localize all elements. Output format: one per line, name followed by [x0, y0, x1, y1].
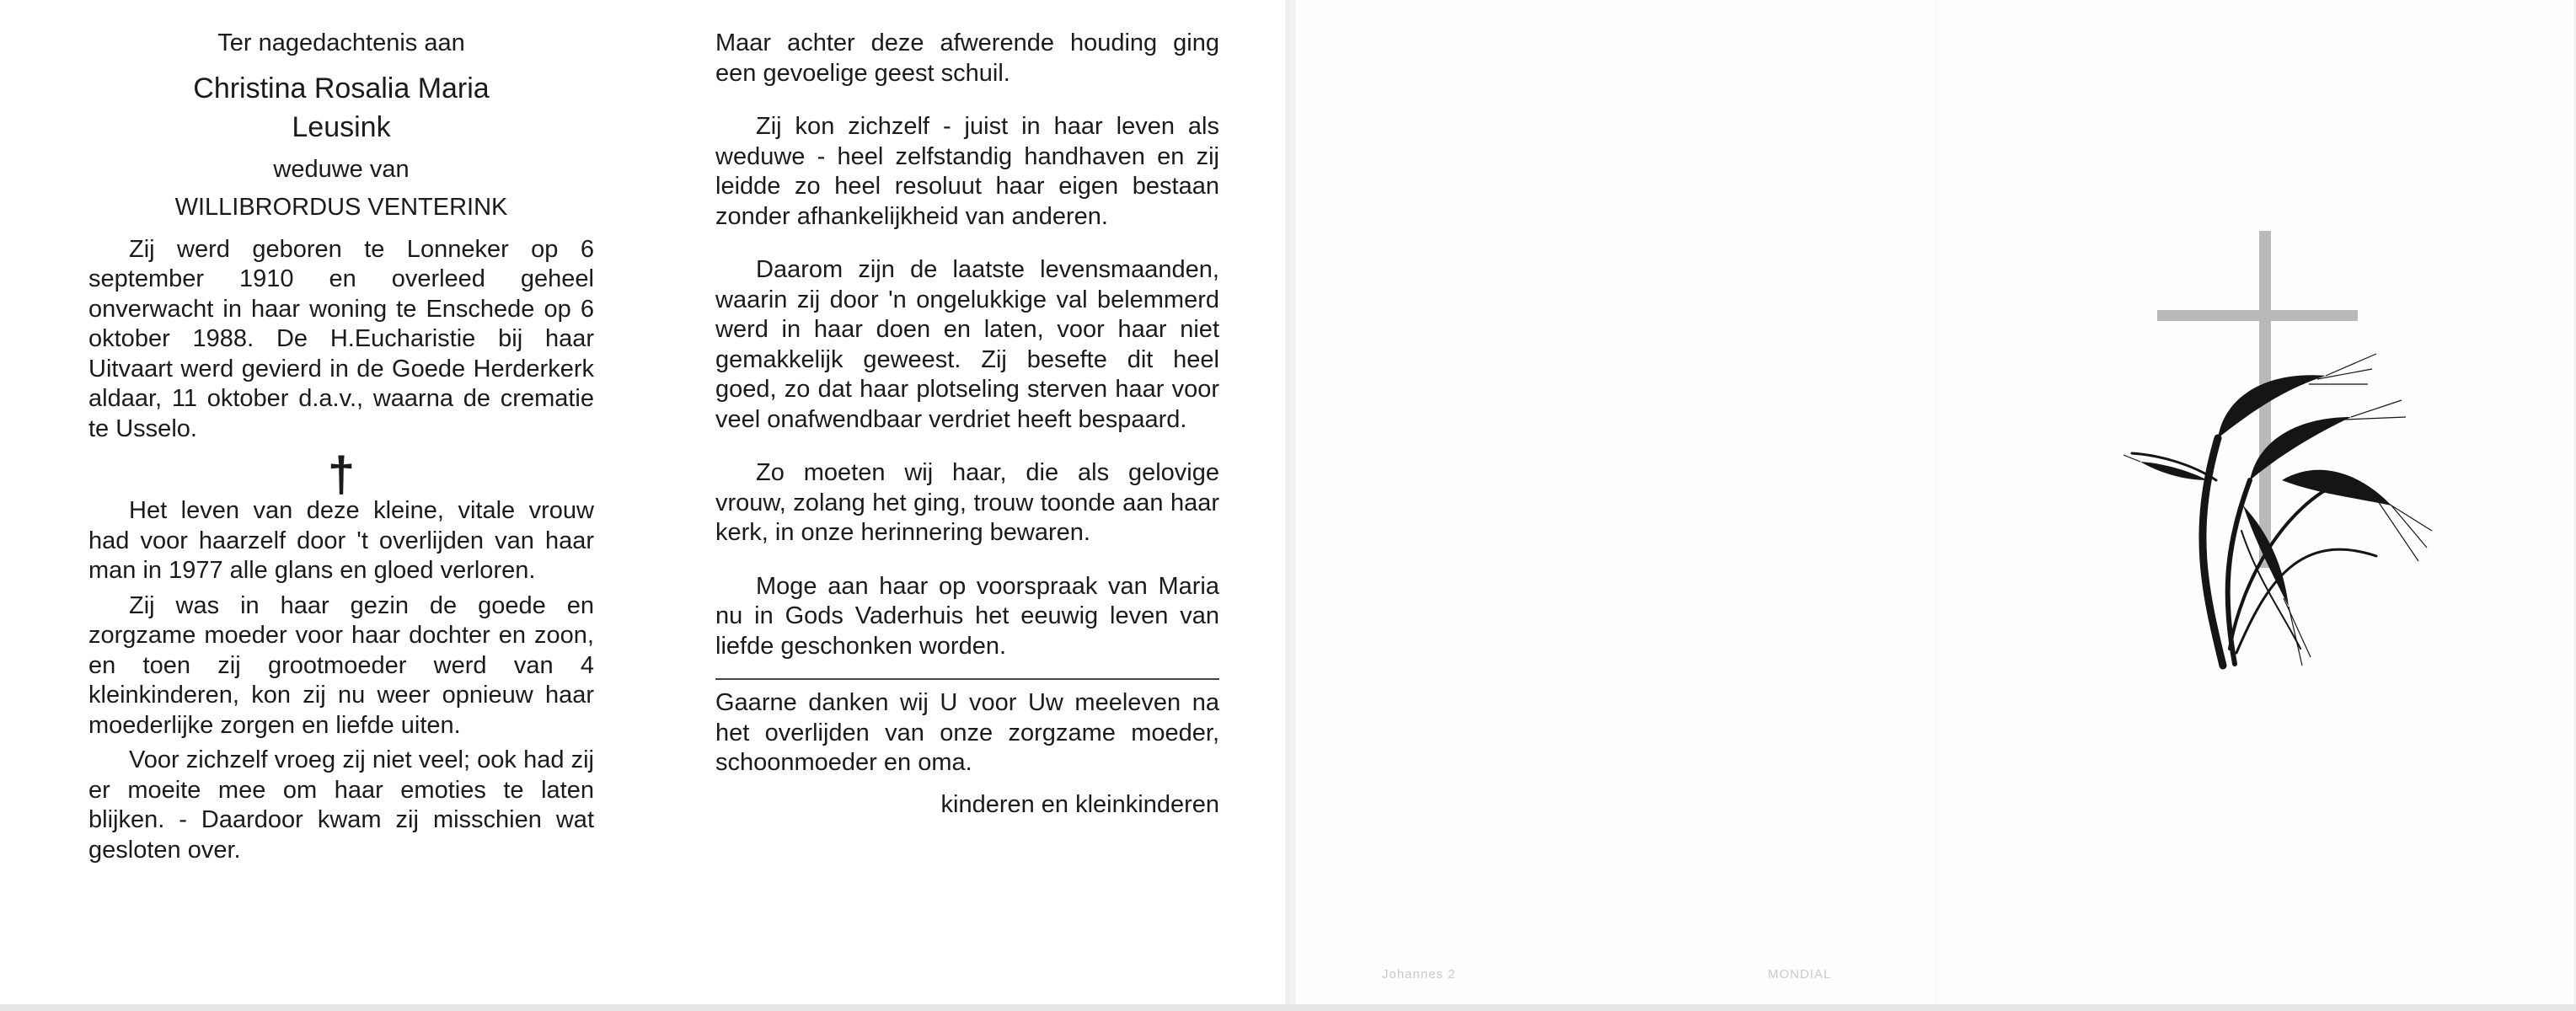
- printer-mark-left: Johannes 2: [1382, 967, 1456, 982]
- family-paragraph: Zij was in haar gezin de goede en zorgzame moeder voor haar dochter en zoon, en toen zij grootmoeder werd van 4 kleinkinderen, kon zij nu weer opnieuw haar moederlijke zorgen en liefde uiten.: [88, 591, 594, 739]
- intro-line: Ter nagedachtenis aan: [217, 29, 465, 56]
- thanks-paragraph: Gaarne danken wij U voor Uw meeleven na het overlijden van onze zorgzame moeder, schoonmoeder en oma.: [715, 689, 1219, 776]
- life-paragraph: Het leven van deze kleine, vitale vrouw had voor haarzelf door 't overlijden van haar man in 1977 alle glans en gloed verloren.: [88, 497, 594, 584]
- character-paragraph: Voor zichzelf vroeg zij niet veel; ook had zij er moeite mee om haar emoties te laten blijken. - Daardoor kwam zij misschien wat gesloten over.: [88, 746, 594, 864]
- left-column: [88, 29, 594, 865]
- wheat-awns: [2123, 354, 2432, 666]
- card-edge: [1288, 0, 1290, 1004]
- spirit-paragraph: Maar achter deze afwerende houding ging een gevoelige geest schuil.: [715, 29, 1219, 87]
- biography-paragraph: Zij werd geboren te Lonneker op 6 september 1910 en overleed geheel onverwacht in haar woning te Enschede op 6 oktober 1988. De H.Eucharistie bij haar Uitvaart werd gevierd in de Goede Herderkerk aldaar, 11 oktober d.a.v., waarna de crematie te Usselo.: [88, 235, 594, 442]
- cross-icon: †: [327, 447, 356, 502]
- cross-with-wheat-icon: [2123, 227, 2444, 682]
- middle-column: [715, 29, 1219, 820]
- inner-spread: [0, 0, 1285, 1004]
- widow-of-line: weduwe van: [273, 155, 410, 183]
- remembrance-paragraph: Zo moeten wij haar, die als gelovige vrouw, zolang het ging, trouw toonde aan haar kerk, in onze herinnering bewaren.: [715, 459, 1219, 546]
- printer-mark-right: MONDIAL: [1768, 967, 1832, 982]
- divider: [715, 678, 1219, 680]
- scan-bottom-edge: [0, 1004, 2576, 1011]
- prayer-paragraph: Moge aan haar op voorspraak van Maria nu in Gods Vaderhuis het eeuwig leven van liefde geschonken worden.: [715, 572, 1219, 660]
- signature: kinderen en kleinkinderen: [940, 790, 1219, 818]
- husband-name: WILLIBRORDUS VENTERINK: [174, 194, 508, 221]
- deceased-name-line1: Christina Rosalia Maria: [193, 72, 490, 104]
- last-months-paragraph: Daarom zijn de laatste levensmaanden, waarin zij door 'n ongelukkige val belemmerd werd in haar doen en laten, voor haar niet gemakkelijk geweest. Zij besefte dit heel goed, zo dat haar plotseling sterven haar voor veel onafwendbaar verdriet heeft bespaard.: [715, 256, 1219, 433]
- independence-paragraph: Zij kon zichzelf - juist in haar leven als weduwe - heel zelfstandig handhaven en zij leidde zo heel resoluut haar eigen bestaan zonder afhankelijkheid van anderen.: [715, 113, 1219, 230]
- deceased-name-line2: Leusink: [292, 110, 391, 143]
